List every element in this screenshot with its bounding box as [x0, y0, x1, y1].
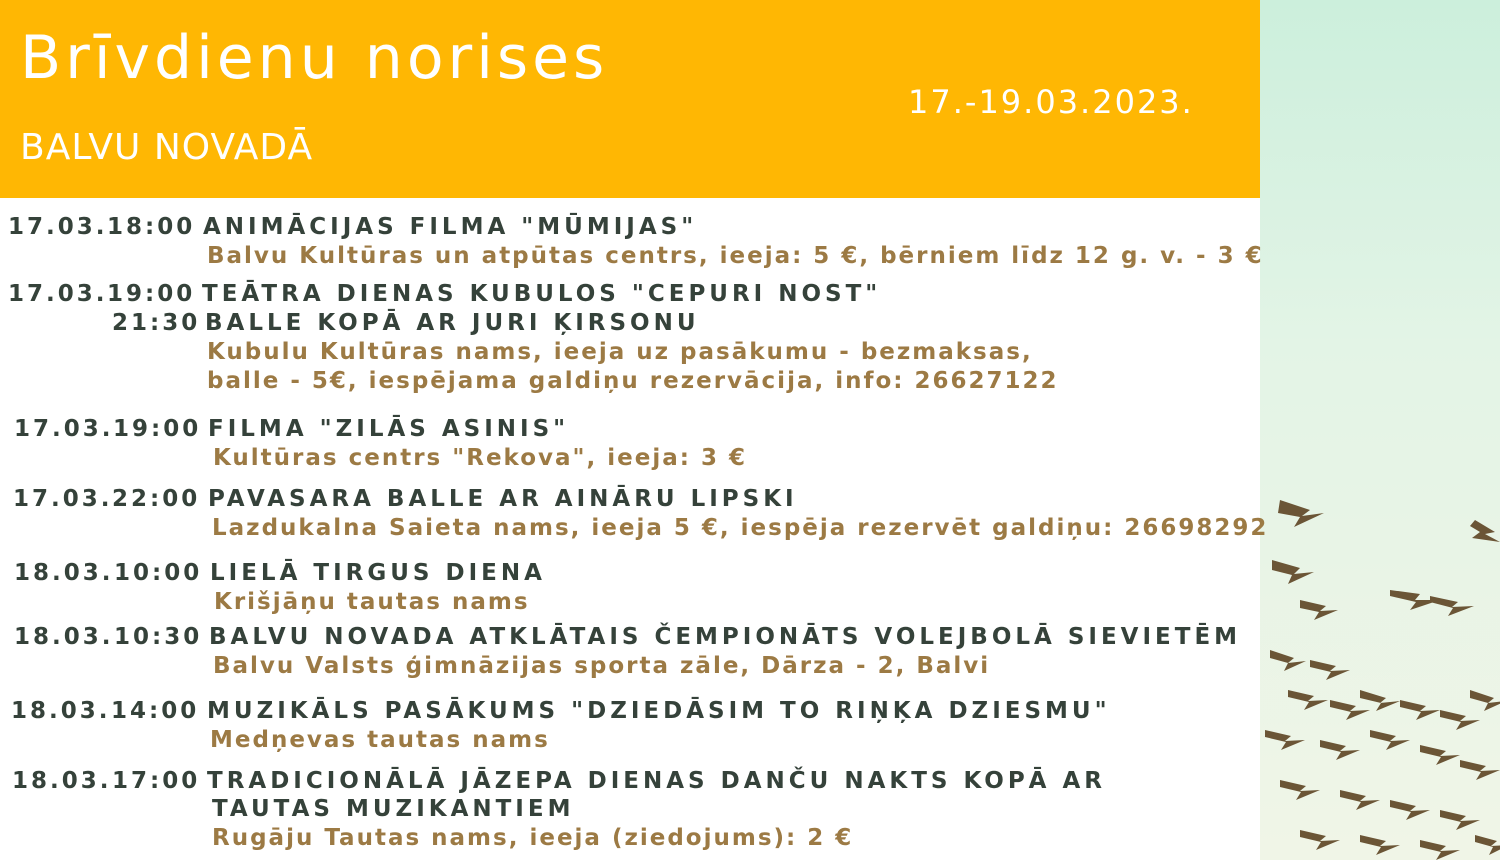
poster-subtitle: BALVU NOVADĀ — [20, 127, 314, 168]
event-details: Krišjāņu tautas nams — [214, 589, 530, 615]
event-details: Rugāju Tautas nams, ieeja (ziedojums): 2 € — [212, 825, 854, 851]
poster-date-range: 17.-19.03.2023. — [908, 83, 1194, 121]
geese-flock-illustration — [1260, 0, 1500, 860]
event-time: 17:00 — [112, 768, 201, 794]
event-details: Kultūras centrs "Rekova", ieeja: 3 € — [213, 445, 747, 471]
event-time-secondary: 21:30 — [112, 310, 201, 336]
event-details: Balvu Kultūras un atpūtas centrs, ieeja: 5 €, bērniem līdz 12 g. v. - 3 € — [207, 243, 1264, 269]
event-details: Medņevas tautas nams — [210, 727, 550, 753]
event-details: Kubulu Kultūras nams, ieeja uz pasākumu - bezmaksas, — [207, 339, 1033, 365]
event-details: Lazdukalna Saieta nams, ieeja 5 €, iespēja rezervēt galdiņu: 26698292 — [212, 515, 1269, 541]
event-date: 18.03. — [11, 698, 111, 724]
event-details: Balvu Valsts ģimnāzijas sporta zāle, Dārza - 2, Balvi — [213, 653, 991, 679]
event-date: 18.03. — [14, 624, 114, 650]
event-date: 18.03. — [12, 768, 112, 794]
poster-title: Brīvdienu norises — [20, 23, 609, 93]
event-title: TEĀTRA DIENAS KUBULOS "CEPURI NOST" — [202, 281, 882, 307]
event-time: 10:30 — [114, 624, 203, 650]
event-time: 10:00 — [114, 560, 203, 586]
event-title-secondary: BALLE KOPĀ AR JURI ĶIRSONU — [205, 310, 700, 336]
header-banner — [0, 0, 1260, 198]
event-title: LIELĀ TIRGUS DIENA — [210, 560, 546, 586]
event-time: 14:00 — [111, 698, 200, 724]
event-title-continued: TAUTAS MUZIKANTIEM — [212, 796, 575, 822]
event-date: 17.03. — [14, 416, 114, 442]
event-title: FILMA "ZILĀS ASINIS" — [208, 416, 570, 442]
event-title: MUZIKĀLS PASĀKUMS "DZIEDĀSIM TO RIŅĶA DZIESMU" — [207, 698, 1111, 724]
event-time: 18:00 — [107, 214, 196, 240]
geese-photo — [1260, 0, 1500, 860]
event-time: 22:00 — [112, 486, 201, 512]
event-date: 17.03. — [8, 281, 108, 307]
event-date: 18.03. — [14, 560, 114, 586]
event-title: TRADICIONĀLĀ JĀZEPA DIENAS DANČU NAKTS KOPĀ AR — [207, 768, 1106, 794]
event-time: 19:00 — [113, 416, 202, 442]
event-date: 17.03. — [13, 486, 113, 512]
event-date: 17.03. — [8, 214, 108, 240]
event-details: balle - 5€, iespējama galdiņu rezervācija, info: 26627122 — [207, 368, 1059, 394]
event-title: ANIMĀCIJAS FILMA "MŪMIJAS" — [203, 214, 698, 240]
event-title: PAVASARA BALLE AR AINĀRU LIPSKI — [208, 486, 798, 512]
event-time: 19:00 — [107, 281, 196, 307]
event-title: BALVU NOVADA ATKLĀTAIS ČEMPIONĀTS VOLEJBOLĀ SIEVIETĒM — [209, 624, 1242, 650]
